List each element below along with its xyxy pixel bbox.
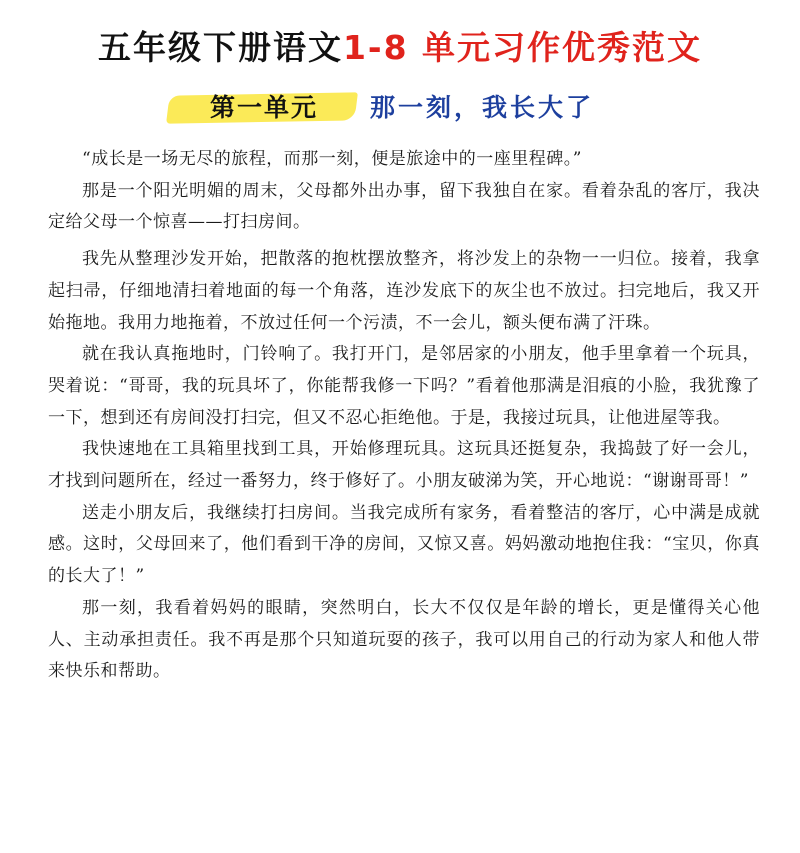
essay-paragraph: 那是一个阳光明媚的周末，父母都外出办事，留下我独自在家。看着杂乱的客厅，我决定给父母一个惊喜——打扫房间。: [48, 180, 760, 233]
essay-paragraph: 送走小朋友后，我继续打扫房间。当我完成所有家务，看着整洁的客厅，心中满是成就感。这时，父母回来了，他们看到干净的房间，又惊又喜。妈妈激动地抱住我：“宝贝，你真的长大了！”: [48, 502, 760, 587]
page-title: [0, 22, 800, 69]
essay-paragraph: 我先从整理沙发开始，把散落的抱枕摆放整齐，将沙发上的杂物一一归位。接着，我拿起扫帚，仔细地清扫着地面的每一个角落，连沙发底下的灰尘也不放过。扫完地后，我又开始拖地。我用力地拖着，不放过任何一个污渍，不一会儿，额头便布满了汗珠。: [48, 249, 760, 333]
essay-paragraph: 就在我认真拖地时，门铃响了。我打开门，是邻居家的小朋友，他手里拿着一个玩具，哭着说：“哥哥，我的玩具坏了，你能帮我修一下吗？”看着他那满是泪痕的小脸，我犹豫了一下，想到还有房间没打扫完，但又不忍心拒绝他。于是，我接过玩具，让他进屋等我。: [48, 344, 760, 428]
page-title-highlight: 1-8 单元习作优秀范文: [342, 28, 703, 67]
page-title-main: 五年级下册语文: [97, 28, 343, 67]
essay-paragraph: 我快速地在工具箱里找到工具，开始修理玩具。这玩具还挺复杂，我捣鼓了好一会儿，才找到问题所在，经过一番努力，终于修好了。小朋友破涕为笑，开心地说：“谢谢哥哥！”: [48, 439, 760, 492]
essay-paragraph: “成长是一场无尽的旅程，而那一刻，便是旅途中的一座里程碑。”: [82, 149, 582, 169]
unit-label: 第一单元: [210, 93, 319, 122]
essay-body: [48, 144, 760, 688]
essay-title: 那一刻，我长大了: [370, 93, 595, 122]
essay-paragraph: 那一刻，我看着妈妈的眼睛，突然明白，长大不仅仅是年龄的增长，更是懂得关心他人、主动承担责任。我不再是那个只知道玩耍的孩子，我可以用自己的行动为家人和他人带来快乐和帮助。: [48, 597, 760, 682]
section-header: [0, 88, 800, 128]
